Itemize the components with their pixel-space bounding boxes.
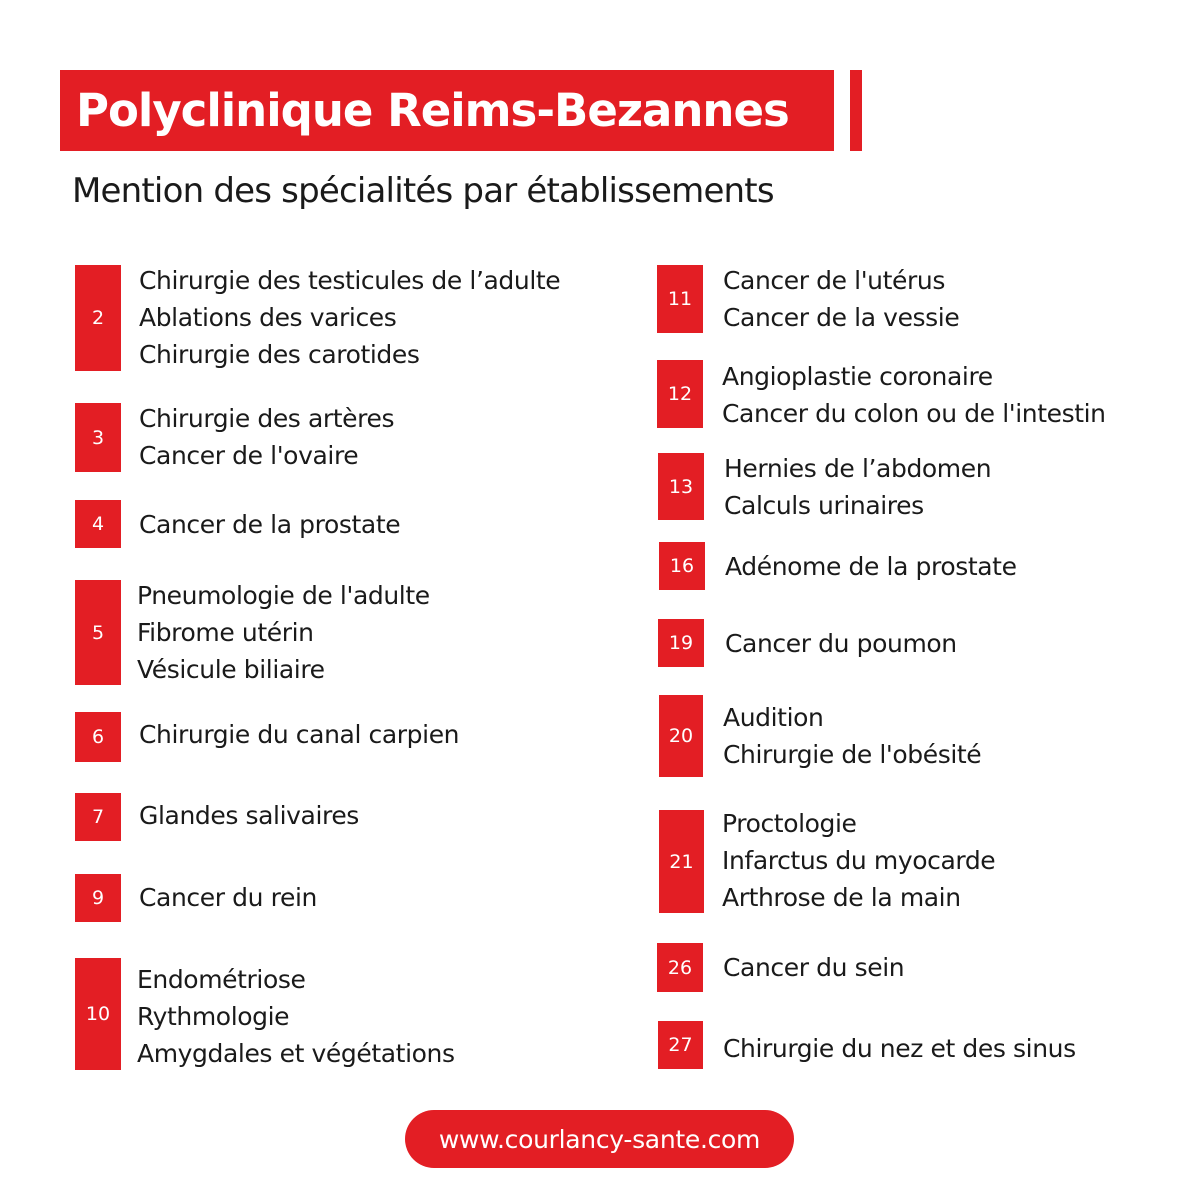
establishment-number-badge: 11: [657, 265, 703, 333]
establishment-number-badge: 27: [658, 1021, 703, 1069]
specialty-label: Chirurgie de l'obésité: [723, 740, 982, 769]
specialty-label: Chirurgie du nez et des sinus: [723, 1034, 1076, 1063]
specialty-label: Audition: [723, 703, 824, 732]
specialty-label: Vésicule biliaire: [137, 655, 325, 684]
establishment-number-badge: 3: [75, 403, 121, 472]
establishment-number-badge: 16: [659, 542, 705, 590]
specialty-label: Cancer du sein: [723, 953, 905, 982]
specialty-label: Adénome de la prostate: [725, 552, 1017, 581]
establishment-number-badge: 9: [75, 874, 121, 922]
establishment-number-badge: 2: [75, 265, 121, 371]
specialty-label: Cancer du poumon: [725, 629, 957, 658]
specialty-label: Hernies de l’abdomen: [724, 454, 992, 483]
page-title: Polyclinique Reims-Bezannes: [60, 70, 834, 151]
establishment-number-badge: 7: [75, 793, 121, 841]
page-subtitle: Mention des spécialités par établissements: [72, 171, 774, 211]
specialty-label: Cancer du rein: [139, 883, 317, 912]
specialty-label: Ablations des varices: [139, 303, 397, 332]
specialty-label: Arthrose de la main: [722, 883, 961, 912]
specialty-label: Pneumologie de l'adulte: [137, 581, 430, 610]
website-link[interactable]: www.courlancy-sante.com: [405, 1110, 794, 1168]
establishment-number-badge: 20: [659, 695, 703, 777]
establishment-number-badge: 6: [75, 712, 121, 762]
establishment-number-badge: 21: [659, 810, 704, 913]
specialty-label: Endométriose: [137, 965, 306, 994]
establishment-number-badge: 10: [75, 958, 121, 1070]
specialty-label: Cancer de la prostate: [139, 510, 401, 539]
specialty-label: Amygdales et végétations: [137, 1039, 455, 1068]
establishment-number-badge: 4: [75, 500, 121, 548]
specialty-label: Cancer du colon ou de l'intestin: [722, 399, 1106, 428]
specialty-label: Infarctus du myocarde: [722, 846, 996, 875]
establishment-number-badge: 26: [657, 943, 703, 992]
establishment-number-badge: 13: [658, 453, 704, 520]
specialty-label: Proctologie: [722, 809, 857, 838]
specialty-label: Chirurgie des artères: [139, 404, 395, 433]
title-accent-bar: [850, 70, 862, 151]
specialty-label: Glandes salivaires: [139, 801, 359, 830]
specialty-label: Fibrome utérin: [137, 618, 314, 647]
establishment-number-badge: 12: [657, 360, 703, 428]
specialty-label: Cancer de l'utérus: [723, 266, 945, 295]
specialty-label: Chirurgie des testicules de l’adulte: [139, 266, 561, 295]
specialty-label: Chirurgie des carotides: [139, 340, 420, 369]
specialty-label: Chirurgie du canal carpien: [139, 720, 460, 749]
establishment-number-badge: 19: [658, 619, 704, 667]
specialty-label: Rythmologie: [137, 1002, 290, 1031]
establishment-number-badge: 5: [75, 580, 121, 685]
specialty-label: Cancer de l'ovaire: [139, 441, 359, 470]
specialty-label: Calculs urinaires: [724, 491, 924, 520]
specialty-label: Cancer de la vessie: [723, 303, 960, 332]
specialty-label: Angioplastie coronaire: [722, 362, 993, 391]
